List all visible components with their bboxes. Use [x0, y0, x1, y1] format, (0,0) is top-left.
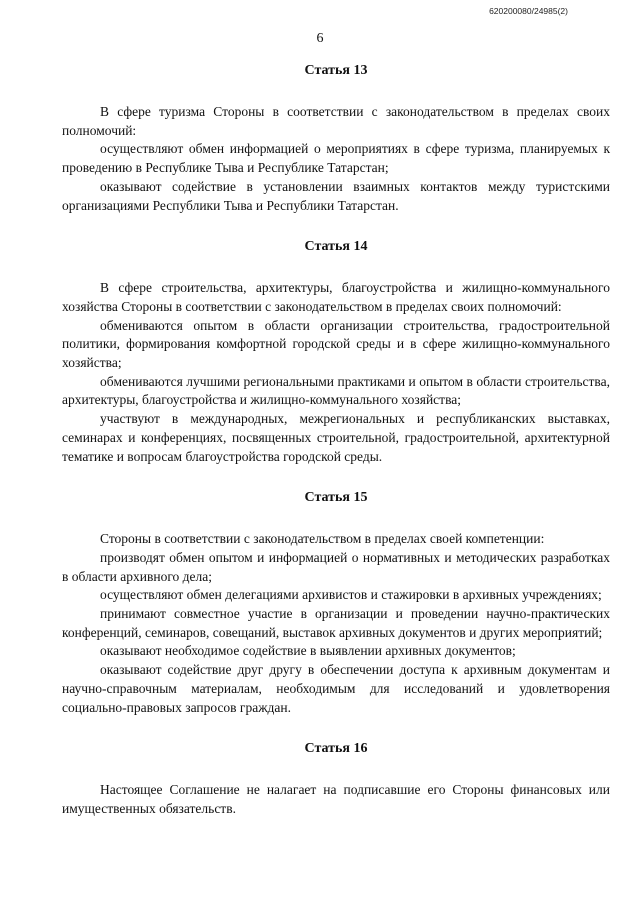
- paragraph: производят обмен опытом и информацией о нормативных и методических разработках в области архивного дела;: [62, 549, 610, 584]
- paragraph: оказывают необходимое содействие в выявлении архивных документов;: [100, 643, 516, 659]
- paragraph: обмениваются опытом в области организации строительства, градостроительной политики, формирования комфортной городской среды и в сфере жилищно-коммунального хозяйства;: [62, 317, 610, 371]
- paragraph: Настоящее Соглашение не налагает на подписавшие его Стороны финансовых или имущественных обязательств.: [62, 782, 610, 816]
- article-heading: Статья 15: [304, 490, 368, 506]
- article-heading: Статья 13: [304, 63, 368, 78]
- document-id: 620200080/24985(2): [489, 6, 568, 16]
- document-body: [62, 61, 610, 819]
- paragraph: осуществляют обмен информацией о мероприятиях в сфере туризма, планируемых к проведению в Республике Тыва и Республике Татарстан;: [62, 141, 610, 176]
- paragraph: принимают совместное участие в организации и проведении научно-практических конференций, семинаров, совещаний, выставок архивных документов и других мероприятий;: [62, 606, 610, 640]
- paragraph: осуществляют обмен делегациями архивистов и стажировки в архивных учреждениях;: [100, 587, 602, 603]
- paragraph: В сфере строительства, архитектуры, благоустройства и жилищно-коммунального хозяйства Стороны в соответствии с законодательством в пределах своих полномочий:: [62, 280, 610, 314]
- paragraph: оказывают содействие в установлении взаимных контактов между туристскими организациями Республики Тыва и Республики Татарстан.: [62, 178, 610, 213]
- article-heading: Статья 16: [304, 741, 368, 757]
- section-spacer: [62, 717, 610, 739]
- page-number: 6: [316, 31, 324, 46]
- article-15: [62, 488, 610, 717]
- article-heading: Статья 14: [304, 239, 368, 255]
- paragraph: Стороны в соответствии с законодательством в пределах своей компетенции:: [100, 531, 545, 547]
- article-13: [62, 61, 610, 215]
- article-14: [62, 237, 610, 466]
- paragraph: В сфере туризма Стороны в соответствии с законодательством в пределах своих полномочий:: [62, 104, 610, 138]
- paragraph: обмениваются лучшими региональными практиками и опытом в области строительства, архитектуры, благоустройства и жилищно-коммунального хозяйства;: [62, 373, 610, 408]
- paragraph: участвуют в международных, межрегиональных и республиканских выставках, семинарах и конференциях, посвященных строительной, градостроительной, архитектурной тематике и вопросам благоустройства городской среды.: [62, 411, 610, 464]
- article-16: [62, 739, 610, 818]
- paragraph: оказывают содействие друг другу в обеспечении доступа к архивным документам и научно-справочным материалам, необходимым для исследований и удовлетворения социально-правовых запросов граждан.: [62, 662, 610, 715]
- section-spacer: [62, 215, 610, 237]
- section-spacer: [62, 466, 610, 488]
